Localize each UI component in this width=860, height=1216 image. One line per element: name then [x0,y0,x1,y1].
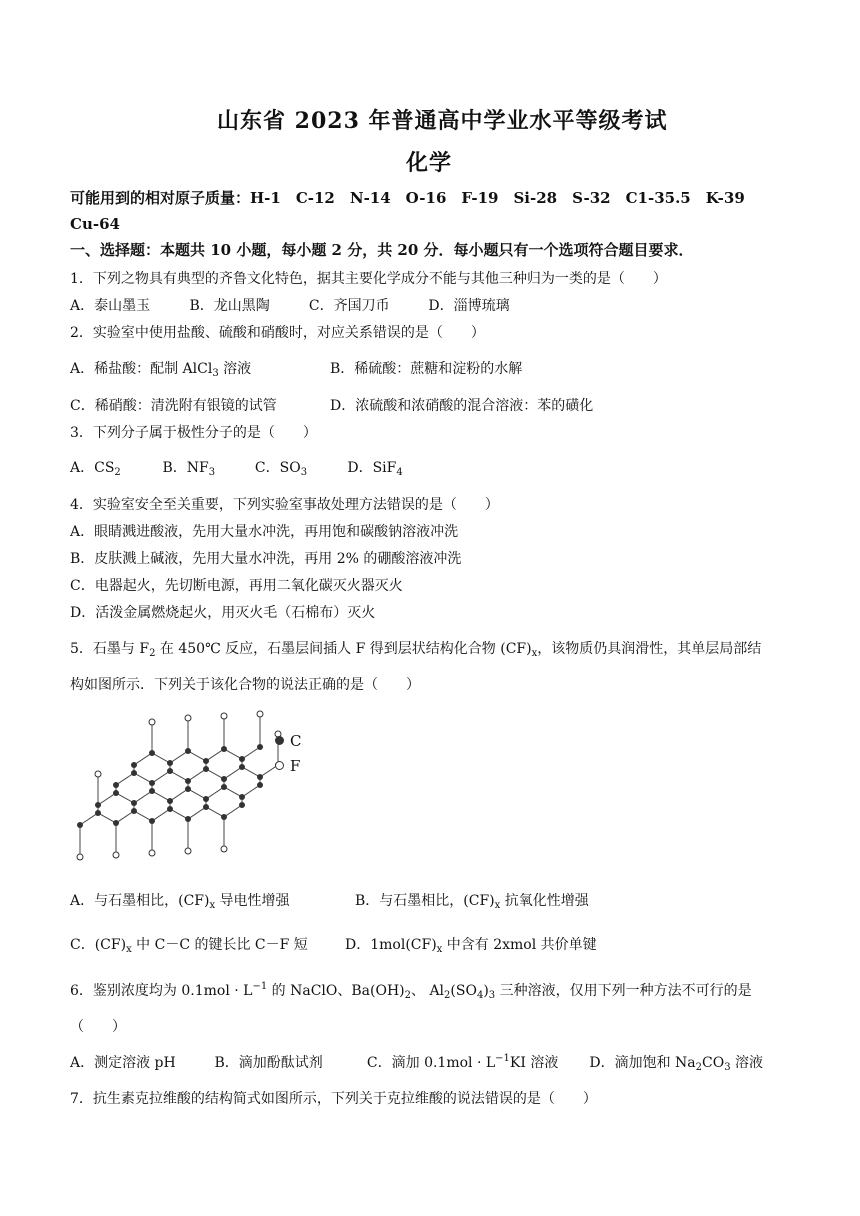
q5-stem-a: 5．石墨与 F [70,641,150,657]
q6-stem-sub-c: 4 [476,990,484,1001]
q5-option-b[interactable] [355,892,589,910]
q3-b-text: B．NF [162,460,209,476]
q6-stem-sub-d: 3 [488,990,496,1001]
q3-b-sub: 3 [208,467,216,478]
q3-c-text: C．SO [254,460,301,476]
q3-d-sub: 4 [396,467,403,478]
q6-stem-a: 6．鉴别浓度均为 0.1mol · L [70,983,253,999]
q2-stem: 2．实验室中使用盐酸、硫酸和硝酸时，对应关系错误的是（ ） [70,325,485,341]
q1-stem: 1．下列之物具有典型的齐鲁文化特色，据其主要化学成分不能与其他三种归为一类的是（ ） [70,271,667,287]
q6-option-a[interactable]: A．测定溶液 pH [70,1055,176,1071]
q6-stem-line-1 [70,982,752,1000]
q3-a-text: A．CS [70,460,115,476]
subject-title: 化学 [406,150,453,176]
cf-structure-figure [70,705,330,870]
q5-d-tail: 中含有 2xmol 共价单键 [442,937,597,953]
q6-stem-line-2: （ ） [70,1019,126,1035]
q2-a-sub: 3 [212,368,219,379]
q5-c-tail: 中 C－C 的键长比 C－F 短 [131,937,308,953]
q3-a-sub: 2 [114,467,121,478]
q6-c-text: C．滴加 0.1mol · L [366,1055,496,1071]
legend-carbon-label: C [290,732,302,750]
q4-option-b[interactable]: B．皮肤溅上碱液，先用大量水冲洗，再用 2% 的硼酸溶液冲洗 [70,551,462,567]
q2-a-tail: 溶液 [218,361,252,377]
q2-a-text: A．稀盐酸：配制 AlCl [70,361,213,377]
q5-d-sub: x [436,944,443,955]
q4-option-d[interactable]: D．活泼金属燃烧起火，用灭火毛（石棉布）灭火 [70,605,376,621]
q6-stem-d: (SO [450,983,477,999]
q5-b-sub: x [494,900,501,911]
q1-option-b[interactable]: B．龙山黑陶 [189,298,270,314]
exam-title: 山东省 2023 年普通高中学业水平等级考试 [217,108,668,134]
q5-option-d[interactable] [345,936,597,954]
q3-option-c[interactable] [255,459,343,477]
legend-fluorine [275,757,300,775]
q6-d-text: D．滴加饱和 Na [589,1055,696,1071]
q6-option-b[interactable]: B．滴加酚酞试剂 [214,1055,323,1071]
q6-c-sup: −1 [495,1053,510,1064]
q5-option-c[interactable] [70,936,308,954]
q4-option-c[interactable]: C．电器起火，先切断电源，再用二氧化碳灭火器灭火 [70,578,403,594]
q5-c-text: C．(CF) [70,937,127,953]
q3-options [70,459,403,477]
carbon-dot-icon [275,736,284,745]
q3-option-d[interactable] [347,459,402,477]
q6-option-c[interactable] [367,1054,585,1072]
q6-stem-b: 的 NaClO、Ba(OH) [267,983,405,999]
q2-option-b[interactable]: B．稀硫酸：蔗糖和淀粉的水解 [330,361,523,377]
q6-d-sub-b: 3 [724,1062,731,1073]
q6-stem-sub-a: 2 [404,990,411,1001]
q5-a-tail: 导电性增强 [215,893,290,909]
q1-option-d[interactable]: D．淄博琉璃 [428,298,510,314]
q6-d-mid: CO [702,1055,725,1071]
q6-stem-sub-b: 2 [444,990,451,1001]
q5-stem-b: 在 450℃ 反应，石墨层间插人 F 得到层状结构化合物 (CF) [155,641,532,657]
section-heading: 一、选择题：本题共 10 小题，每小题 2 分，共 20 分．每小题只有一个选项符合题目要求． [70,241,694,259]
q6-stem-c: 、 Al [411,983,445,999]
q5-b-text: B．与石墨相比，(CF) [355,893,495,909]
q6-stem-sup: −1 [252,981,268,992]
q3-option-a[interactable] [70,459,158,477]
q1-option-a[interactable]: A．泰山墨玉 [70,298,151,314]
q5-a-text: A．与石墨相比，(CF) [70,893,210,909]
legend-carbon [275,732,301,750]
q5-c-sub: x [126,944,132,955]
q5-a-sub: x [209,900,216,911]
q5-b-tail: 抗氧化性增强 [500,893,589,909]
legend-fluorine-label: F [290,757,301,775]
q6-stem-e: ) [483,983,489,999]
q5-stem-line-2: 构如图所示．下列关于该化合物的说法正确的是（ ） [70,677,420,693]
q6-d-tail: 溶液 [730,1055,764,1071]
q6-options [70,1054,763,1072]
q3-option-b[interactable] [162,459,250,477]
q7-stem: 7．抗生素克拉维酸的结构简式如图所示，下列关于克拉维酸的说法错误的是（ ） [70,1091,597,1107]
q2-option-d[interactable]: D．浓硫酸和浓硝酸的混合溶液：苯的磺化 [330,398,594,414]
q5-stem-line-1 [70,640,761,658]
q5-stem-sub-a: 2 [149,648,156,659]
atomic-mass-line-1: 可能用到的相对原子质量：H-1 C-12 N-14 O-16 F-19 Si-28 S-32 C1-35.5 K-39 [70,189,745,207]
fluorine-dot-icon [275,761,284,770]
q6-stem-f: 三种溶液，仅用下列一种方法不可行的是 [495,983,752,999]
q2-option-a[interactable] [70,360,251,378]
q3-d-text: D．SiF [347,460,397,476]
q6-option-d[interactable] [589,1054,763,1072]
q6-c-tail: KI 溶液 [509,1055,559,1071]
q4-stem: 4．实验室安全至关重要，下列实验室事故处理方法错误的是（ ） [70,497,499,513]
q6-d-sub-a: 2 [695,1062,703,1073]
q5-stem-sub-b: x [531,648,538,659]
q1-options [70,297,510,315]
q5-d-text: D．1mol(CF) [345,937,437,953]
q4-option-a[interactable]: A．眼睛溅进酸液，先用大量水冲洗，再用饱和碳酸钠溶液冲洗 [70,524,459,540]
q5-stem-c: ，该物质仍具润滑性，其单层局部结 [537,641,762,657]
q1-option-c[interactable]: C．齐国刀币 [308,298,390,314]
q2-option-c[interactable]: C．稀硝酸：清洗附有银镜的试管 [70,398,277,414]
q3-stem: 3．下列分子属于极性分子的是（ ） [70,425,317,441]
q5-option-a[interactable] [70,892,290,910]
atomic-mass-line-2: Cu-64 [70,215,120,233]
q3-c-sub: 3 [300,467,308,478]
